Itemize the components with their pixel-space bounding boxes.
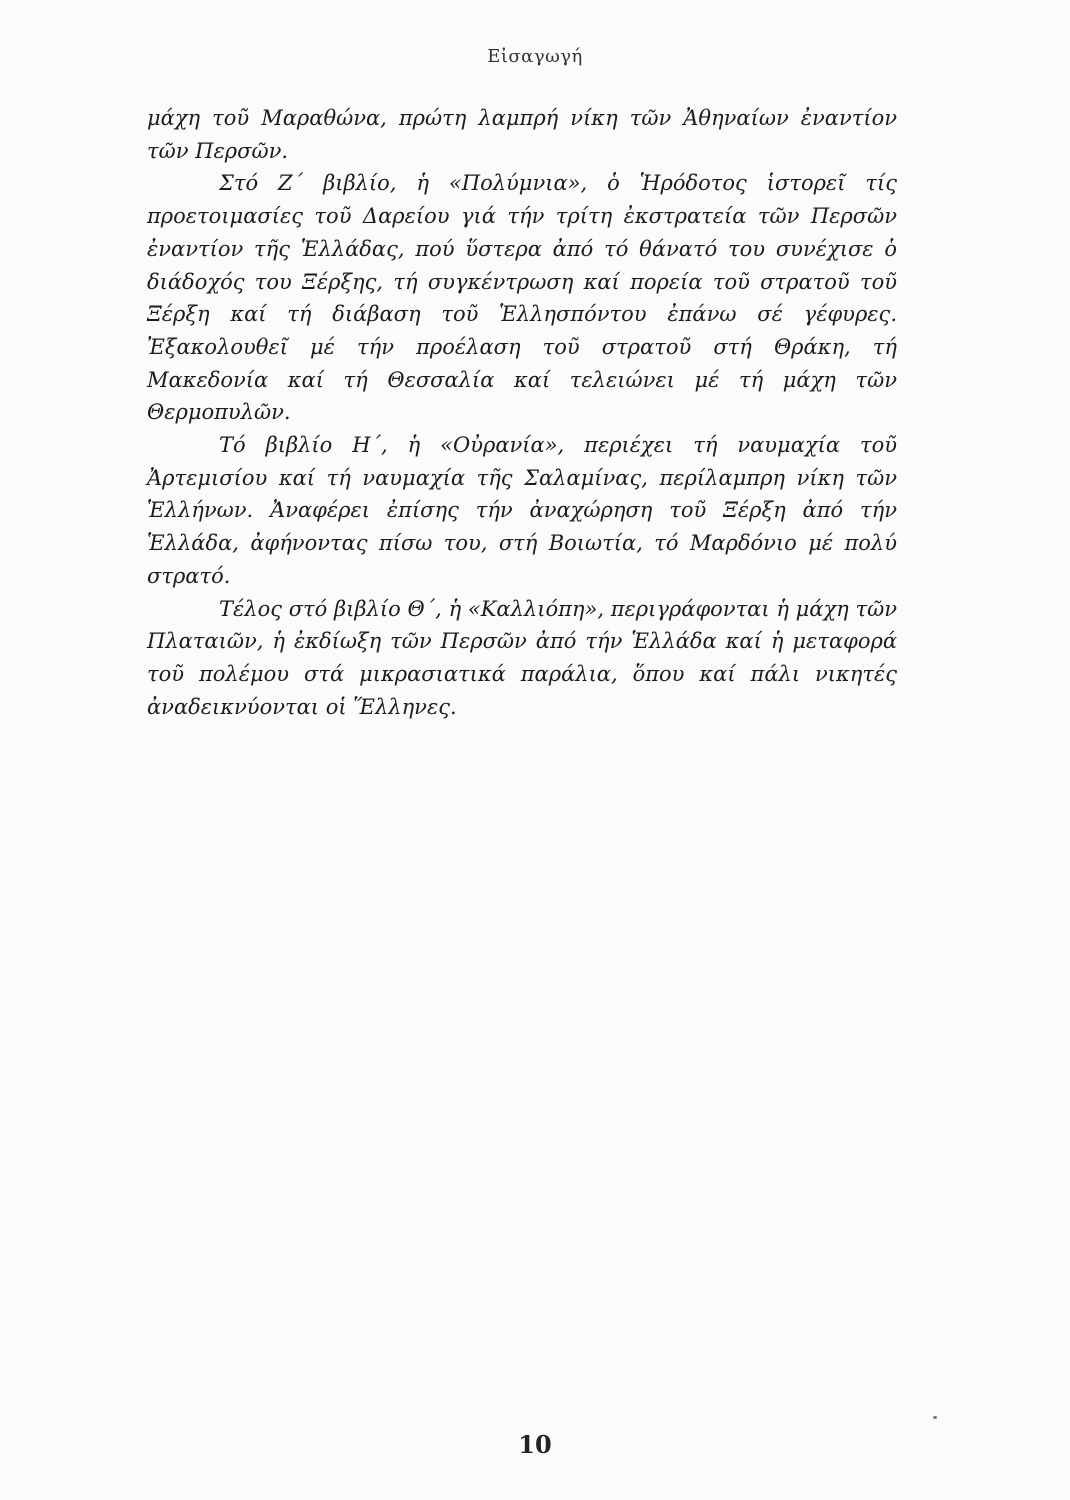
paragraph-book-7: Στό Ζ΄ βιβλίο, ἡ «Πολύμνια», ὁ Ἡρόδοτος ἱστορεῖ τίς προετοιμασίες τοῦ Δαρείου γιά τήν τρίτη ἐκστρατεία τῶν Περσῶν ἐναντίον τῆς Ἑλλάδας, πού ὕστερα ἀπό τό θάνατό του συνέχισε ὁ διάδοχός του Ξέρξης, τή συγκέντρωση καί πορεία τοῦ στρατοῦ τοῦ Ξέρξη καί τή διάβαση τοῦ Ἑλλησπόντου ἐπάνω σέ γέφυρες. Ἐξακολουθεῖ μέ τήν προέλαση τοῦ στρατοῦ στή Θράκη, τή Μακεδονία καί τή Θεσσαλία καί τελειώνει μέ τή μάχη τῶν Θερμοπυλῶν. <box>147 171 897 425</box>
body-text <box>147 102 897 723</box>
paragraph-book-9: Τέλος στό βιβλίο Θ΄, ἡ «Καλλιόπη», περιγράφονται ἡ μάχη τῶν Πλαταιῶν, ἡ ἐκδίωξη τῶν Περσῶν ἀπό τήν Ἑλλάδα καί ἡ μεταφορά τοῦ πολέμου στά μικρασιατικά παράλια, ὅπου καί πάλι νικητές ἀναδεικνύονται οἱ Ἕλληνες. <box>147 596 897 719</box>
page-number: 10 <box>518 1430 552 1459</box>
running-header: Εἰσαγωγή <box>487 46 583 67</box>
paragraph-continuation: μάχη τοῦ Μαραθώνα, πρώτη λαμπρή νίκη τῶν Ἀθηναίων ἐναντίον τῶν Περσῶν. <box>147 106 897 163</box>
paragraph-book-8: Τό βιβλίο Η΄, ἡ «Οὐρανία», περιέχει τή ναυμαχία τοῦ Ἀρτεμισίου καί τή ναυμαχία τῆς Σαλαμίνας, περίλαμπρη νίκη τῶν Ἑλλήνων. Ἀναφέρει ἐπίσης τήν ἀναχώρηση τοῦ Ξέρξη ἀπό τήν Ἑλλάδα, ἀφήνοντας πίσω του, στή Βοιωτία, τό Μαρδόνιο μέ πολύ στρατό. <box>147 433 897 588</box>
paper-speck <box>933 1416 937 1419</box>
